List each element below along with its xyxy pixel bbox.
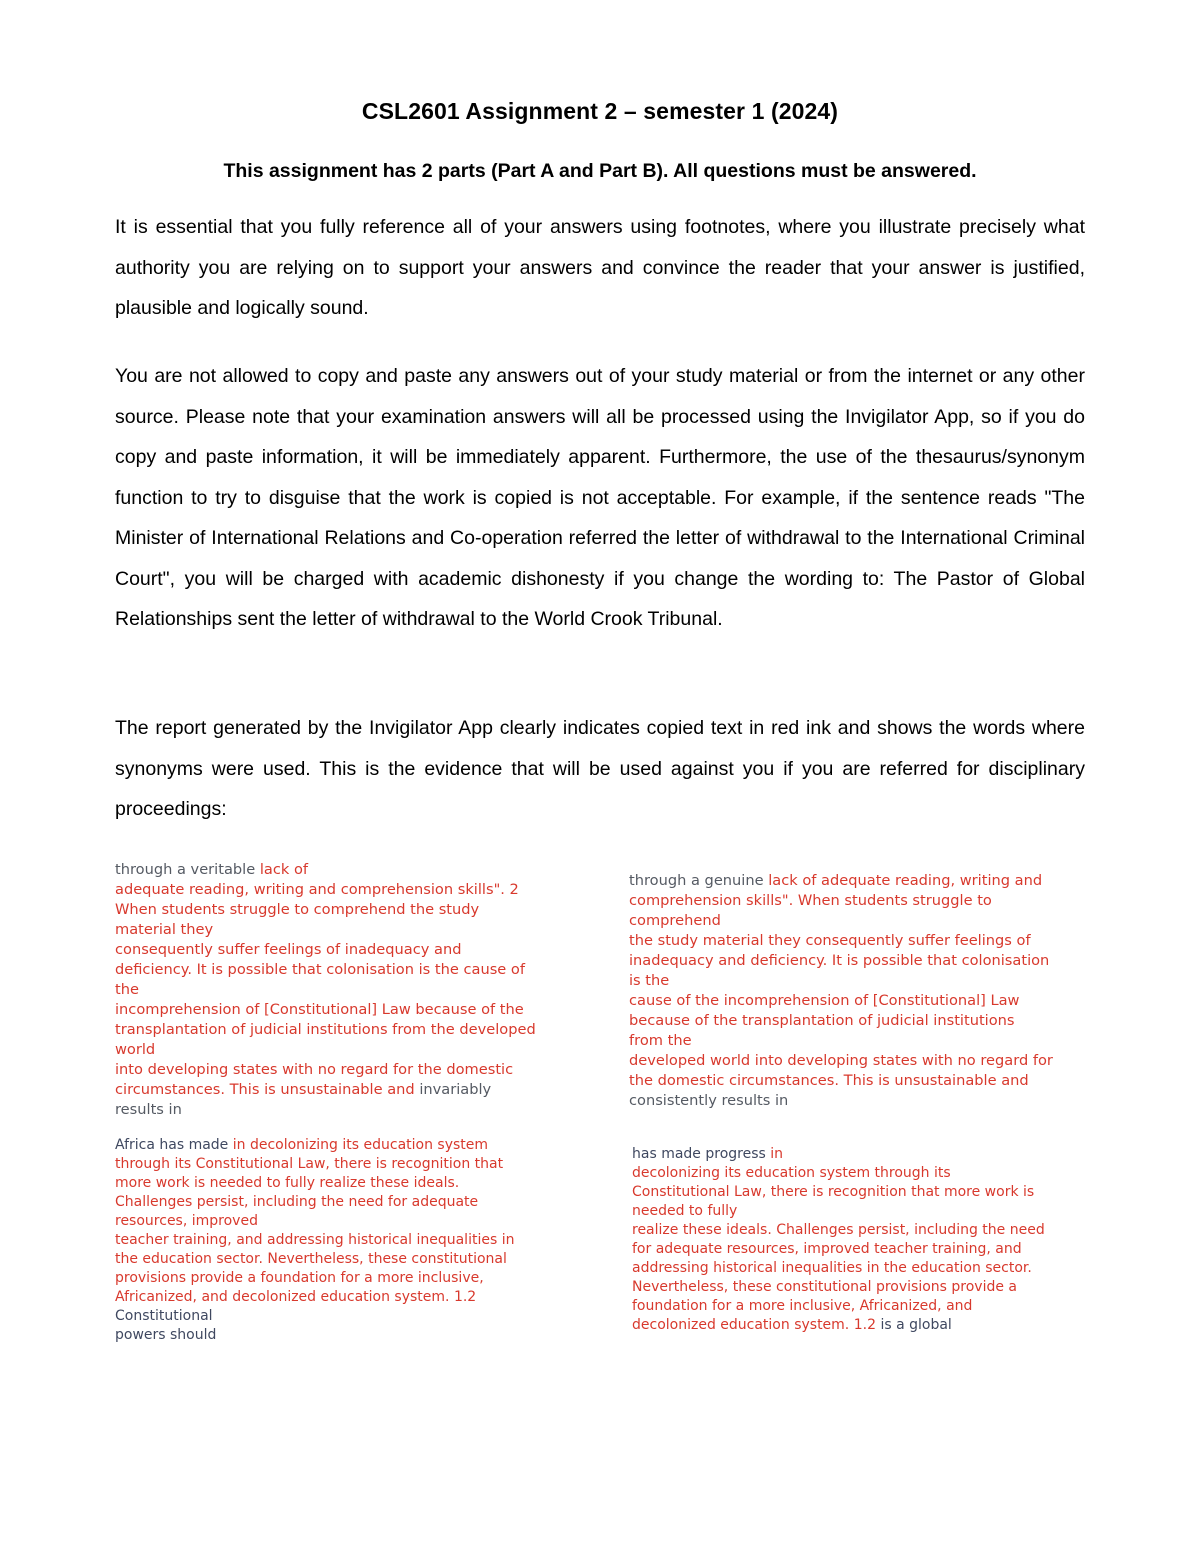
snippet-line [115, 1080, 536, 1100]
snippet-line [629, 911, 1053, 931]
snippet-line [629, 1091, 1053, 1111]
copied-text-segment: circumstances. This is unsustainable and [115, 1081, 420, 1098]
snippet-line [115, 860, 536, 880]
copied-text-segment: cause of the incomprehension of [Constitutional] Law [629, 992, 1020, 1009]
original-text-segment: has made progress [632, 1146, 771, 1162]
copied-text-segment: deficiency. It is possible that colonisation is the cause of [115, 961, 525, 978]
page-title: CSL2601 Assignment 2 – semester 1 (2024) [361, 98, 839, 124]
copied-text-segment: consequently suffer feelings of inadequacy and [115, 941, 462, 958]
copied-text-segment: lack of adequate reading, writing and [768, 872, 1043, 889]
invigilator-snippet-left-top [115, 860, 536, 1120]
invigilator-snippet-left-bottom [115, 1136, 514, 1345]
snippet-line [115, 1250, 514, 1269]
snippet-line [115, 1307, 514, 1326]
original-text-segment: results in [115, 1101, 182, 1118]
copied-text-segment: comprehension skills". When students struggle to [629, 892, 992, 909]
snippet-line [115, 1269, 514, 1288]
original-text-segment: Africa has made [115, 1137, 233, 1153]
snippet-line [632, 1145, 1045, 1164]
copied-text-segment: Nevertheless, these constitutional provisions provide a [632, 1279, 1017, 1295]
copied-text-segment: teacher training, and addressing historical inequalities in [115, 1232, 515, 1248]
snippet-line [115, 1040, 536, 1060]
copied-text-segment: comprehend [629, 912, 721, 929]
copied-text-segment: needed to fully [632, 1203, 738, 1219]
snippet-line [632, 1259, 1045, 1278]
original-text-segment: powers should [115, 1327, 217, 1343]
paragraph-referencing: It is essential that you fully reference all of your answers using footnotes, where you illustrate precisely what authority you are relying on to support your answers and convince the reader that your answer is justified, plausible and logically sound. [115, 216, 1085, 319]
snippet-line [629, 891, 1053, 911]
copied-text-segment: inadequacy and deficiency. It is possible that colonisation [629, 952, 1050, 969]
snippet-line [632, 1221, 1045, 1240]
snippet-line [629, 1071, 1053, 1091]
original-text-segment: Constitutional [115, 1308, 213, 1324]
snippet-line [632, 1183, 1045, 1202]
copied-text-segment: more work is needed to fully realize these ideals. [115, 1175, 460, 1191]
copied-text-segment: into developing states with no regard for the domestic [115, 1061, 514, 1078]
snippet-line [629, 1051, 1053, 1071]
copied-text-segment: through its Constitutional Law, there is recognition that [115, 1156, 504, 1172]
snippet-line [115, 1000, 536, 1020]
snippet-line [629, 1031, 1053, 1051]
snippet-line [115, 1155, 514, 1174]
original-text-segment: through a genuine [629, 872, 769, 889]
copied-text-segment: the [115, 981, 139, 998]
snippet-line [115, 1174, 514, 1193]
copied-text-segment: world [115, 1041, 156, 1058]
snippet-line [115, 980, 536, 1000]
copied-text-segment: incomprehension of [Constitutional] Law because of the [115, 1001, 524, 1018]
copied-text-segment: material they [115, 921, 214, 938]
copied-text-segment: in [770, 1146, 784, 1162]
snippet-line [115, 1326, 514, 1345]
snippet-line [115, 1020, 536, 1040]
snippet-line [629, 991, 1053, 1011]
copied-text-segment: decolonized education system. 1.2 [632, 1317, 881, 1333]
snippet-line [115, 1136, 514, 1155]
snippet-line [115, 920, 536, 940]
snippet-line [115, 960, 536, 980]
copied-text-segment: addressing historical inequalities in the education sector. [632, 1260, 1032, 1276]
copied-text-segment: Constitutional Law, there is recognition that more work is [632, 1184, 1035, 1200]
invigilator-snippet-right-bottom [632, 1145, 1045, 1335]
copied-text-segment: adequate reading, writing and comprehension skills". 2 [115, 881, 519, 898]
copied-text-segment: foundation for a more inclusive, Africanized, and [632, 1298, 973, 1314]
snippet-line [115, 940, 536, 960]
snippet-line [629, 971, 1053, 991]
copied-text-segment: decolonizing its education system through its [632, 1165, 951, 1181]
copied-text-segment: developed world into developing states with no regard for [629, 1052, 1053, 1069]
snippet-line [632, 1278, 1045, 1297]
copied-text-segment: When students struggle to comprehend the study [115, 901, 480, 918]
snippet-line [115, 900, 536, 920]
copied-text-segment: because of the transplantation of judicial institutions [629, 1012, 1015, 1029]
snippet-line [115, 1193, 514, 1212]
page-subtitle: This assignment has 2 parts (Part A and Part B). All questions must be answered. [223, 160, 977, 182]
copied-text-segment: the domestic circumstances. This is unsustainable and [629, 1072, 1029, 1089]
snippet-line [115, 880, 536, 900]
snippet-line [115, 1060, 536, 1080]
snippet-line [632, 1202, 1045, 1221]
paragraph-plagiarism: You are not allowed to copy and paste any answers out of your study material or from the internet or any other source. Please note that your examination answers will all be processed using the Invigilator App, so if you do copy and paste information, it will be immediately apparent. Furthermore, the use of the thesaurus/synonym function to try to disguise that the work is copied is not acceptable. For example, if the sentence reads "The Minister of International Relations and Co-operation referred the letter of withdrawal to the International Criminal Court", you will be charged with academic dishonesty if you change the wording to: The Pastor of Global Relationships sent the letter of withdrawal to the World Crook Tribunal. [115, 365, 1085, 630]
original-text-segment: through a veritable [115, 861, 260, 878]
original-text-segment: invariably [419, 1081, 492, 1098]
snippet-line [115, 1212, 514, 1231]
copied-text-segment: the education sector. Nevertheless, these constitutional [115, 1251, 507, 1267]
copied-text-segment: realize these ideals. Challenges persist, including the need [632, 1222, 1045, 1238]
copied-text-segment: for adequate resources, improved teacher training, and [632, 1241, 1022, 1257]
copied-text-segment: lack of [259, 861, 309, 878]
snippet-line [629, 951, 1053, 971]
snippet-line [629, 1011, 1053, 1031]
copied-text-segment: Challenges persist, including the need for adequate [115, 1194, 479, 1210]
copied-text-segment: resources, improved [115, 1213, 258, 1229]
copied-text-segment: is the [629, 972, 670, 989]
copied-text-segment: in decolonizing its education system [232, 1137, 489, 1153]
snippet-line [115, 1288, 514, 1307]
copied-text-segment: transplantation of judicial institutions from the developed [115, 1021, 536, 1038]
paragraph-report: The report generated by the Invigilator App clearly indicates copied text in red ink and shows the words where synonyms were used. This is the evidence that will be used against you if you are referred for disciplinary proceedings: [115, 717, 1085, 820]
snippet-line [115, 1231, 514, 1250]
original-text-segment: consistently results in [629, 1092, 789, 1109]
invigilator-snippet-right-top [629, 871, 1053, 1111]
snippet-line [632, 1164, 1045, 1183]
snippet-line [629, 871, 1053, 891]
original-text-segment: is a global [880, 1317, 952, 1333]
snippet-line [632, 1240, 1045, 1259]
copied-text-segment: Africanized, and decolonized education system. 1.2 [115, 1289, 477, 1305]
copied-text-segment: from the [629, 1032, 692, 1049]
snippet-line [115, 1100, 536, 1120]
snippet-line [632, 1297, 1045, 1316]
snippet-line [632, 1316, 1045, 1335]
snippet-line [629, 931, 1053, 951]
copied-text-segment: provisions provide a foundation for a more inclusive, [115, 1270, 484, 1286]
copied-text-segment: the study material they consequently suffer feelings of [629, 932, 1031, 949]
